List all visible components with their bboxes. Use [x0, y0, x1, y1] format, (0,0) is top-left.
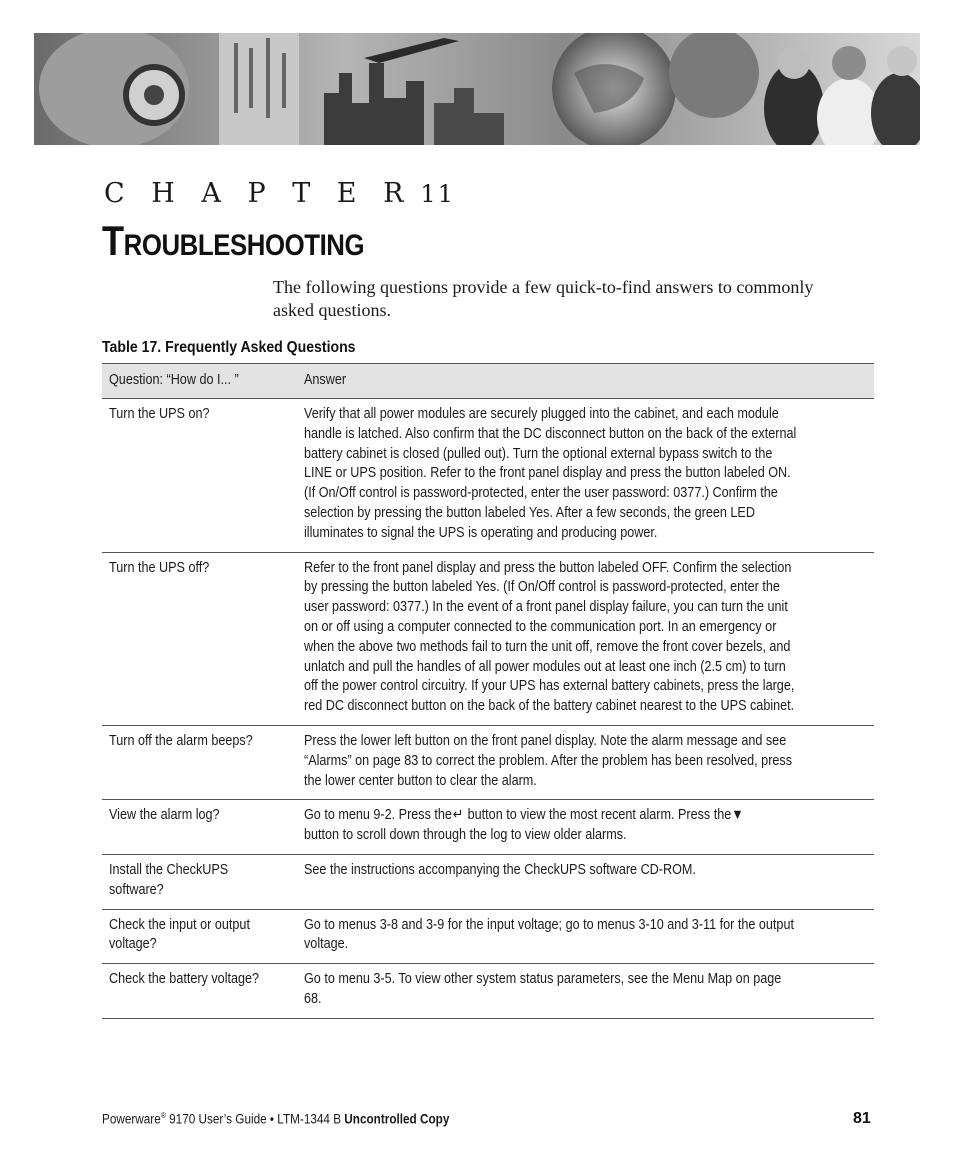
question-cell: Check the input or output voltage?	[109, 916, 250, 953]
question-cell: Turn the UPS off?	[109, 559, 210, 576]
table-row	[102, 725, 874, 799]
table-caption: Table 17. Frequently Asked Questions	[102, 339, 356, 356]
answer-cell: Go to menus 3-8 and 3-9 for the input voltage; go to menus 3-10 and 3-11 for the output voltage.	[304, 916, 794, 953]
enter-arrow-icon: ↵	[452, 807, 464, 824]
question-cell: Turn the UPS on?	[109, 406, 210, 422]
page-title: TROUBLESHOOTING	[102, 217, 365, 264]
table-row	[102, 964, 874, 1019]
footer-doc-info: Powerware® 9170 User’s Guide • LTM-1344 B Uncontrolled Copy	[102, 1111, 450, 1127]
question-column-header: Question: “How do I... ”	[109, 372, 239, 389]
answer-column-header: Answer	[304, 372, 347, 389]
intro-paragraph: The following questions provide a few quick-to-find answers to commonly asked questions.	[273, 277, 814, 320]
question-cell: View the alarm log?	[109, 807, 220, 824]
table-row	[102, 399, 874, 553]
down-triangle-icon: ▼	[731, 807, 744, 824]
table-row	[102, 552, 874, 725]
table-row	[102, 909, 874, 964]
question-cell: Install the CheckUPS software?	[109, 861, 229, 898]
uncontrolled-copy-label: Uncontrolled Copy	[344, 1111, 450, 1127]
answer-cell: Refer to the front panel display and press the button labeled OFF. Confirm the selection by pressing the button labeled Yes. (If On/Off control is password-protected, enter the user password: 0377.) In the event of a front panel display failure, you can turn the unit on or off using a computer connected to the communication port. In an emergency or when the above two methods fail to turn the unit off, remove the front cover bezels, and unlatch and pull the handles of all power modules out at least one inch (2.5 cm) to turn off the power control circuitry. If your UPS has external battery cabinets, press the large, red DC disconnect button on the back of the battery cabinet nearest to the UPS cabinet.	[304, 559, 795, 715]
header-banner-image	[34, 33, 920, 145]
page-number: 81	[853, 1110, 871, 1127]
table-row	[102, 800, 874, 855]
table-header-row	[102, 364, 874, 399]
answer-cell: Go to menu 3-5. To view other system status parameters, see the Menu Map on page 68.	[304, 971, 782, 1007]
chapter-number: 11	[420, 180, 455, 208]
question-cell: Check the battery voltage?	[109, 971, 260, 988]
answer-cell: See the instructions accompanying the CheckUPS software CD-ROM.	[304, 861, 696, 878]
question-cell: Turn off the alarm beeps?	[109, 732, 253, 749]
chapter-label: C H A P T E R 11	[104, 178, 455, 209]
answer-cell: Press the lower left button on the front panel display. Note the alarm message and see “Alarms” on page 83 to correct the problem. After the problem has been resolved, press the lower center button to clear the alarm.	[304, 732, 793, 789]
answer-cell: Verify that all power modules are securely plugged into the cabinet, and each module handle is latched. Also confirm that the DC disconnect button on the back of the external battery cabinet is closed (pulled out). Turn the optional external bypass switch to the LINE or UPS position. Refer to the front panel display and press the button labeled ON. (If On/Off control is password-protected, enter the user password: 0377.) Confirm the selection by pressing the button labeled Yes. After a few seconds, the green LED illuminates to signal the UPS is operating and producing power.	[304, 406, 797, 541]
answer-cell: Go to menu 9-2. Press the↵ button to view the most recent alarm. Press the▼ button to scroll down through the log to view older alarms.	[304, 807, 744, 844]
table-row	[102, 854, 874, 909]
faq-table	[102, 363, 874, 1019]
